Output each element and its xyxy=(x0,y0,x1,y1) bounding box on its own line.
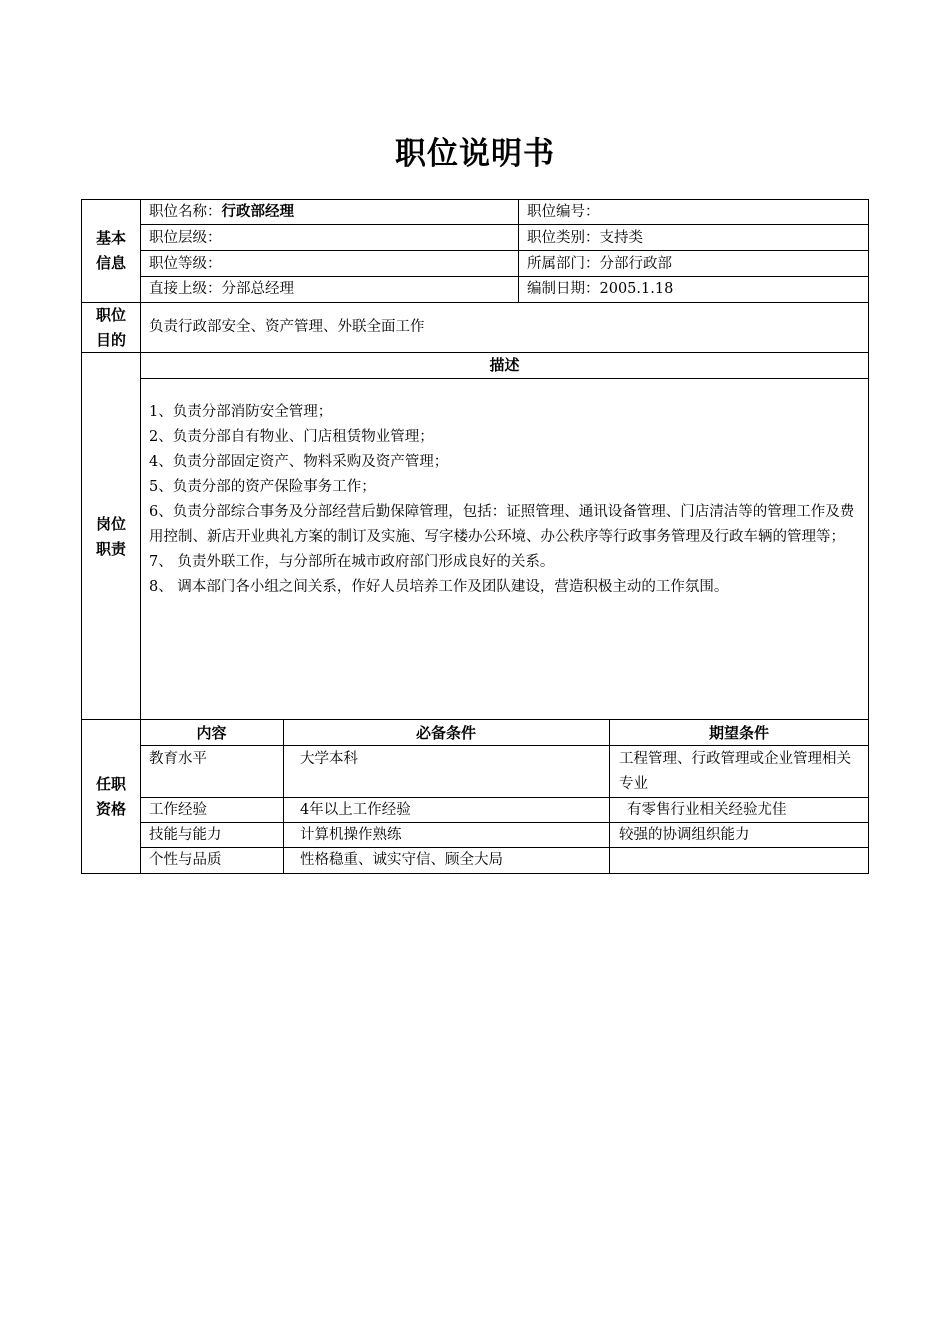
section-divider xyxy=(81,719,869,720)
list-item: 8、 调本部门各小组之间关系，作好人员培养工作及团队建设，营造积极主动的工作氛围。 xyxy=(149,579,729,595)
position-name: 职位名称：行政部经理 xyxy=(149,204,294,220)
list-item: 5、负责分部的资产保险事务工作； xyxy=(149,479,376,495)
qualification-item: 技能与能力 xyxy=(149,827,222,843)
list-item: 6、负责分部综合事务及分部经营后勤保障管理，包括：证照管理、通讯设备管理、门店清洁等的管理工作及费用控制、新店开业典礼方案的制订及实施、写字楼办公环境、办公秩序等行政事务管理及行政车辆的管理等； xyxy=(149,504,855,545)
direct-supervisor: 直接上级：分部总经理 xyxy=(149,281,294,297)
section-label-duties: 岗位 职责 xyxy=(95,515,126,558)
position-category: 职位类别：支持类 xyxy=(527,230,643,246)
qualification-required: 4年以上工作经验 xyxy=(300,802,411,818)
compile-date: 编制日期：2005.1.18 xyxy=(527,281,674,297)
column-header-required: 必备条件 xyxy=(415,724,476,742)
grid-line xyxy=(518,199,519,302)
grid-line xyxy=(140,250,869,251)
qualification-required: 性格稳重、诚实守信、顾全大局 xyxy=(300,852,503,868)
section-label-purpose: 职位 目的 xyxy=(95,306,126,349)
section-label-qualifications: 任职 资格 xyxy=(95,775,126,818)
duties-list xyxy=(149,400,861,600)
qualification-item: 工作经验 xyxy=(149,802,207,818)
qualification-preferred: 较强的协调组织能力 xyxy=(619,827,750,843)
qualification-item: 教育水平 xyxy=(149,751,207,767)
qualification-preferred: 有零售行业相关经验尤佳 xyxy=(627,802,787,818)
position-grade: 职位等级： xyxy=(149,256,222,272)
position-level: 职位层级： xyxy=(149,230,222,246)
grid-line xyxy=(140,847,869,848)
document-title: 职位说明书 xyxy=(395,136,555,172)
column-header-content: 内容 xyxy=(196,724,227,742)
list-item: 2、负责分部自有物业、门店租赁物业管理； xyxy=(149,429,434,445)
department: 所属部门：分部行政部 xyxy=(527,256,672,272)
list-item: 4、负责分部固定资产、物料采购及资产管理； xyxy=(149,454,449,470)
purpose-text: 负责行政部安全、资产管理、外联全面工作 xyxy=(149,319,425,335)
section-label-basic-info: 基本 信息 xyxy=(95,229,126,272)
position-code: 职位编号： xyxy=(527,204,600,220)
qualification-required: 计算机操作熟练 xyxy=(300,827,402,843)
list-item: 7、 负责外联工作，与分部所在城市政府部门形成良好的关系。 xyxy=(149,554,555,570)
duties-header: 描述 xyxy=(489,356,520,374)
list-item: 1、负责分部消防安全管理； xyxy=(149,404,333,420)
column-header-preferred: 期望条件 xyxy=(708,724,769,742)
position-name-value: 行政部经理 xyxy=(221,204,294,220)
grid-line xyxy=(140,378,869,379)
qualification-item: 个性与品质 xyxy=(149,852,222,868)
section-divider xyxy=(81,302,869,303)
qualification-preferred: 工程管理、行政管理或企业管理相关专业 xyxy=(619,751,851,792)
qualification-required: 大学本科 xyxy=(300,751,358,767)
section-column-divider xyxy=(140,199,141,874)
